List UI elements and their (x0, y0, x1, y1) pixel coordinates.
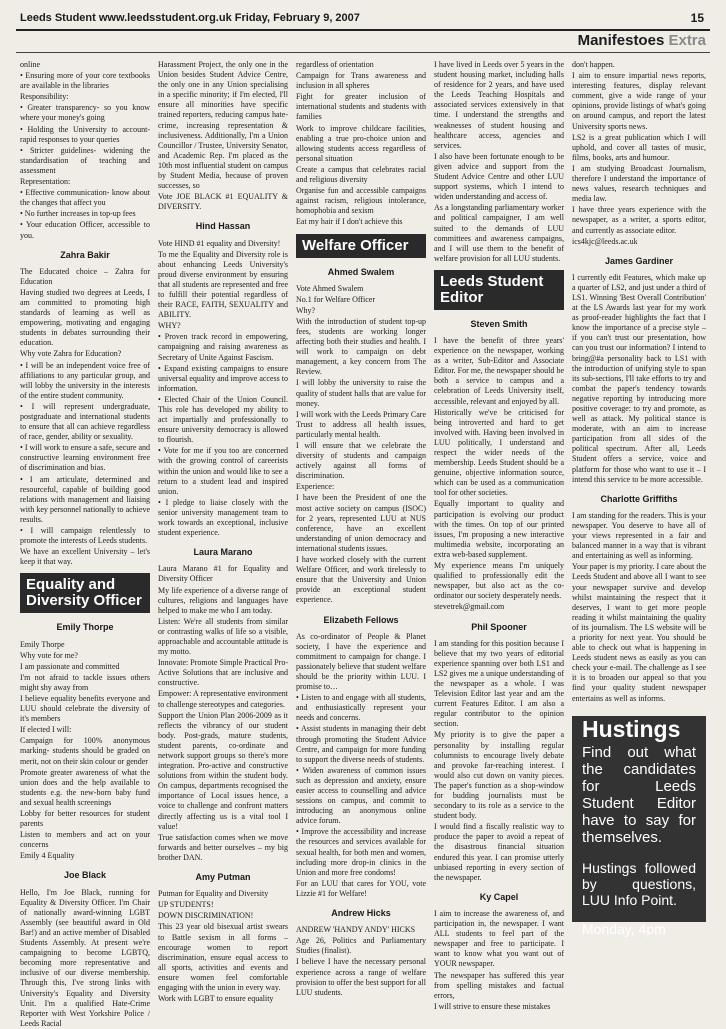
paragraph: • I will be an independent voice free of affiliations to any particular group, and will lobby the university in the interests of the entire student community. (20, 360, 150, 400)
paragraph: I am passionate and committed (20, 661, 120, 671)
paragraph: Promote greater awareness of what the union does and the help available to students e.g. the new-born baby fund and sexual health screenings (20, 767, 150, 807)
paper-name: Leeds Student (20, 12, 96, 24)
paragraph: We have an excellent University – let's keep it that way. (20, 547, 150, 567)
candidate-text (158, 564, 288, 863)
paragraph: I currently edit Features, which make up a quarter of LS2, and just under a third of LS1. Winning 'Best Overall Contribution' at the LS Awards last year for my work as proof-reader highlights the fact that I know the importance of a precise style – if you can't trust our presentation, how can you trust our information? I intend to bring@#a personality back to LS1 with the introduction of unifying style to span its sub-sections, I'll take efforts to try and combat the paper's tendency towards negative reporting by introducing more positive coverage: to try and promote, as well as attack. My political stance is moderate, with an aim to increase participation from all sides of the political spectrum. After all, Leeds Student offers a service, voice and platform for those who want to use it – I intend this service to be more accessible. (572, 272, 706, 484)
candidate-text (296, 925, 426, 998)
paragraph: • I will represent undergraduate, postgraduate and international students to ensure that all can achieve regardless of race, gender, ability or sexuality. (20, 401, 150, 442)
paragraph: With the introduction of student top-up fees, students are working longer affecting both their studies and health. I will work to campaign on debt management, a key concern from The Review. (296, 316, 426, 377)
paragraph: • I will work to ensure a safe, secure and constructive learning environment free of discrimination and bias. (20, 443, 150, 473)
candidate-name: James Gardiner (604, 255, 674, 266)
hustings-advert (572, 715, 706, 937)
paragraph: ANDREW 'HANDY ANDY' HICKS (296, 925, 416, 935)
page-header (8, 8, 718, 28)
candidate-text (572, 273, 706, 485)
newspaper-page (8, 8, 718, 1028)
paragraph: • Stricter guidelines- widening the standardisation of teaching and assessment (20, 145, 150, 175)
paragraph: As co-ordinator of People & Planet society, I have the experience and commitment to campaign for change. I passionately believe that student welfare should be the priority within LUU. I promise to… (296, 631, 426, 692)
paragraph: I aim to increase the awareness of, and participation in, the newspaper. I want ALL students to feel part of the newspaper and free to participate. I want to know what you want out of YOUR newspaper. (434, 908, 564, 969)
paragraph: I am standing for this position because I believe that my two years of editorial experience spanning over both LS1 and LS2 gives me a unique understanding of the newspaper as a whole. I was Television Editor last year and am the current Features Editor. I am also a regular contributor to the opinion section. (434, 638, 564, 729)
paragraph: Responsibility: (20, 92, 69, 102)
candidate-name: Emily Thorpe (56, 622, 114, 633)
paragraph: don't happen. (572, 60, 615, 69)
candidate-name: Phil Spooner (471, 621, 527, 632)
paragraph: I have worked closely with the current Welfare Officer, and work tirelessly to ensure that the University and Union provide an exceptional student experience. (296, 555, 426, 605)
paragraph: ics4kjc@leeds.ac.uk (572, 236, 638, 246)
candidate-text (20, 888, 150, 1029)
paragraph: I am studying Broadcast Journalism, therefore I understand the importance of news values, research techniques and media law. (572, 163, 706, 204)
paragraph: Experience: (296, 482, 335, 492)
candidate-name: Laura Marano (193, 547, 253, 558)
paragraph: I am standing for the readers. This is your newspaper. You deserve to have all of your views represented in a fair and balanced manner in a way that is vibrant and entertaining as well as informing. (572, 510, 706, 561)
paragraph: • Greater transparency- so you know where your money's going (20, 103, 150, 123)
paragraph: Listen: We're all students from similar or contrasting walks of life so a visible, approachable and accountable attitude is my motto. (158, 616, 288, 657)
paragraph: • Proven track record in empowering, campaigning and raising awareness as Secretary of Unite Against Fascism. (158, 332, 288, 362)
paragraph: Listen to members and act on your concerns (20, 830, 150, 850)
paragraph: Your paper is my priority. I care about the Leeds Student and above all I want to see your newspaper survive and develop whilst maintaining the respect that it deserves, I want to get more people reading it whilst maintaining the quality of its journalism. The LS website will be a priority for next year. You should be able to check out what is happening in Leeds student news as easily as you can check your e-mail. The challenge as I see it is to broaden our appeal so that you find your quality student newspaper entertains as well as informs. (572, 562, 706, 703)
paragraph: Fight for greater inclusion of international students and students with families (296, 92, 426, 122)
section-title (578, 32, 706, 49)
candidate-name: Charlotte Griffiths (600, 493, 678, 504)
paragraph: To me the Equality and Diversity role is about enhancing Leeds University's proud diverse environment by ensuring that all students are represented and free to fulfill their potential regardless of their RACE, FAITH, SEXUALITY and ABILITY. (158, 249, 288, 320)
paragraph: I'm not afraid to tackle issues others might shy away from (20, 672, 150, 692)
paragraph: Vote JOE BLACK #1 EQUALITY & DIVERSITY. (158, 192, 288, 212)
column-3 (296, 60, 426, 997)
column-1 (20, 60, 150, 1028)
paragraph: This 23 year old bisexual artist swears to Battle sexism in all forms – encourage women to report discrimination, ensure equal access to all sports, activities and events and ensure women feel comfortable engaging with the union in every way. (158, 922, 288, 992)
candidate-text (434, 336, 564, 613)
candidate-name: Elizabeth Fellows (323, 614, 399, 625)
paragraph: Vote Ahmed Swalem (296, 283, 364, 293)
paragraph: I would find a fiscally realistic way to produce the paper to avoid a repeat of the disastrous financial situation endured this year. I can promise utterly unbiased reporting in every section of the newspaper. (434, 822, 564, 882)
candidate-text (158, 889, 288, 1004)
paragraph: • Your education Officer, accessible to you. (20, 220, 150, 240)
paragraph: I will work with the Leeds Primary Care Trust to address all health issues, particularly mental health. (296, 409, 426, 439)
paragraph: Why vote for me? (20, 650, 78, 660)
paragraph: Emily Thorpe (20, 639, 65, 649)
candidate-name: Joe Black (63, 870, 107, 881)
paragraph: The newspaper has suffered this year from spelling mistakes and factual errors, (434, 970, 564, 1000)
paragraph: Support the Union Plan 2006-2009 as it reflects the vibrancy of our student body. Post-grads, mature students, student parents, co-ordinate and network support groups so there's more integration. Pro-active and constructive solutions from within the student body. On campus, departments recognised the importance of Local issues hence, a voice to challenge and confront matters directly affecting us is a vital tool I value! (158, 710, 288, 831)
candidate-name: Andrew Hicks (331, 908, 391, 919)
column-4 (434, 60, 564, 1011)
paragraph: • Vote for me if you too are concerned with the growing control of careerists within the union and would like to see a return to a student lead and inspired union. (158, 446, 288, 496)
section-name: Manifestoes (577, 32, 665, 49)
candidate-text (296, 632, 426, 899)
paragraph: For an LUU that cares for YOU, vote Lizzie #1 for Welfare! (296, 878, 426, 898)
advert-title: Hustings (582, 715, 681, 742)
paragraph: If elected I will: (20, 725, 72, 735)
paragraph: I have the benefit of three years' experience on the newspaper, working as a writer, Sub-Editor and Associate Editor. For me, the newspaper should be both a service to campus and a celebration of Leeds University itself, accessible, relevant and enjoyed by all. (434, 335, 564, 406)
candidate-text (158, 239, 288, 539)
paragraph: Eat my hair if I don't achieve this (296, 217, 403, 227)
paragraph: UP STUDENTS! (158, 900, 214, 910)
paragraph: Why? (296, 305, 316, 315)
paragraph: Work to improve childcare facilities, enabling a true pro-choice union and allowing students access regardless of personal situation (296, 123, 426, 163)
paragraph: • Effective communication- know about the changes that affect you (20, 188, 150, 208)
paragraph: • Holding the University to account- rapid responses to your queries (20, 124, 150, 144)
advert-details: Hustings followed by questions, LUU Info Point. (582, 859, 696, 908)
candidate-name: Steven Smith (470, 318, 528, 329)
paragraph: Why vote Zahra for Education? (20, 349, 122, 359)
paragraph: DOWN DISCRIMINATION! (158, 911, 254, 921)
paragraph: Vote HIND #1 equality and Diversity! (158, 238, 281, 248)
paragraph: Representation: (20, 177, 71, 187)
candidate-text (20, 640, 150, 862)
intro-text (572, 60, 706, 247)
paragraph: Create a campus that celebrates racial and religious diversity (296, 164, 426, 185)
paragraph: Hello, I'm Joe Black, running for Equality & Diversity Officer. I'm Chair of nationally award-winning LGBT Assembly (see beautiful award in Old Bar!) and an active member of Disabled Students Assembly. At present we're campaigning to become LGBTQ, becoming more representative and inclusive of our diverse membership. Through this, I've strong links with University's Equality and Diversity Unit. I'm a qualified Hate-Crime Reporter with West Yorkshire Police / Leeds Racial (20, 887, 150, 1028)
paragraph: • Widen awareness of common issues such as depression and anxiety, ensure easier access to counselling and advice sessions on campus, and commit to introducing an anonymous online advice forum. (296, 765, 426, 826)
candidate-name: Hind Hassan (195, 221, 251, 232)
paragraph: I also have been fortunate enough to be given advice and support from the Student Advice Centre and other LUU support systems, which I intend to widen understanding and access of. (434, 151, 564, 202)
page-number: 15 (690, 11, 704, 25)
candidate-text (572, 511, 706, 704)
paragraph: • Expand existing campaigns to ensure universal equality and improve access to information. (158, 363, 288, 393)
column-2 (158, 60, 288, 1004)
candidate-name: Ky Capel (479, 891, 519, 902)
position-banner: Welfare Officer (296, 234, 426, 258)
section-rule (16, 52, 710, 53)
paragraph: regardless of orientation (296, 60, 374, 69)
paragraph: No.1 for Welfare Officer (296, 294, 376, 304)
column-5 (572, 60, 706, 937)
paragraph: Age 26, Politics and Parliamentary Studies (finalist). (296, 936, 426, 956)
paragraph: Organise fun and accessible campaigns against racism, religious intolerance, homophobia and sexism (296, 186, 426, 216)
paragraph: I will lobby the university to raise the quality of student halls that are value for money. (296, 378, 426, 408)
intro-text (296, 60, 426, 228)
candidate-text (434, 639, 564, 883)
paragraph: I have been the President of one the most active society on campus (ISOC) for 2 years, represented LUU at NUS conference, have an excellent understanding of union democracy and international students issues. (296, 493, 426, 553)
paragraph: • Listen to and engage with all students, and enthusiastically represent your needs and concerns. (296, 693, 426, 723)
candidate-name: Amy Putman (195, 872, 251, 883)
paragraph: • Improve the accessibility and increase the resources and services available for sexual health, for both men and women, including more drop-in clinics in the Union and more free condoms! (296, 827, 426, 877)
paragraph: My priority is to give the paper a personality by installing regular columnists to encourage lively debate and provoke far-reaching interest. I would also cut down on vanity pieces. The paper's function as a shop-window for budding journalists must be secondary to its role as a service to the student body. (434, 730, 564, 821)
paragraph: My experience means I'm uniquely qualified to professionally edit the newspaper, but also act as the co-ordinator our society desperately needs. (434, 561, 564, 601)
paragraph: Empower: A representative environment to challenge stereotypes and categories. (158, 689, 288, 709)
paragraph: Campaign for 100% anonymous marking- students should be graded on merit, not on their skin colour or gender (20, 736, 150, 766)
candidate-name: Zahra Bakir (60, 249, 110, 260)
paragraph: Putman for Equality and Diversity (158, 889, 269, 899)
paragraph: The Educated choice – Zahra for Education (20, 266, 150, 286)
paragraph: WHY? (158, 321, 181, 331)
advert-body: Find out what the candidates for Leeds Student Editor have to say for themselves. (582, 743, 696, 846)
paragraph: • I will campaign relentlessly to promote the interests of Leeds students. (20, 526, 150, 546)
paragraph: Having studied two degrees at Leeds, I am committed to promoting high standards of learning as well as empowering, motivating and engaging students in debates surrounding their education. (20, 287, 150, 348)
paragraph: I have lived in Leeds over 5 years in the student housing market, including halls of residence for 2 years, and have used the Leeds Teaching Hospitals and associated services extensively in that time. I understand the strengths and weaknesses of student housing and healthcare access, agencies and services. (434, 60, 564, 150)
candidate-text (434, 909, 564, 1012)
paragraph: Harassment Project, the only one in the Union besides Student Advice Centre, the only one in any Union specialising in a specific minority; if I'm elected, I'll ensure all minorities have specific trained reporters, reducing campus hate-crime, increasing representation & inclusiveness. Additionally, I'm a Union Councillor / Trustee, University Senator, and Academic Rep. I'm placed as the 10th most influential student on campus by Student Media, because of proven successes, so (158, 60, 288, 191)
position-banner: Equality and Diversity Officer (20, 573, 150, 613)
paragraph: Campaign for Trans awareness and inclusion in all spheres (296, 71, 426, 91)
candidate-text (296, 284, 426, 606)
paragraph: I will ensure that we celebrate the diversity of students and campaign actively against all forms of discrimination. (296, 441, 426, 481)
paragraph: Work with LGBT to ensure equality (158, 994, 274, 1004)
paragraph: I have three years experience with the newspaper, as a writer, a sports editor, and currently as associate editor. (572, 205, 706, 235)
paragraph: • I am articulate, determined and resourceful, capable of building good relations with management and liaising with key personnel nationally to achieve results. (20, 474, 150, 524)
paragraph: • I pledge to liaise closely with the senior university management team to work towards an exceptional, inclusive student experience. (158, 497, 288, 538)
position-banner: Leeds Student Editor (434, 270, 564, 310)
intro-text (434, 60, 564, 264)
paragraph: I aim to ensure impartial news reports, interesting features, display relevant comment, give a wide range of your opinions, provide listings of what's going on around campus, and report the latest University sports news. (572, 71, 706, 131)
paragraph: As a longstanding parliamentary worker and political campaigner, I am well suited to the demands of LUU committees and awareness campaigns, and I will use them to the benefit of welfare provision for all LUU students. (434, 203, 564, 263)
paragraph: • No further increases in top-up fees (20, 209, 136, 219)
paragraph: My life experience of a diverse range of cultures, religions and languages have helped to make me who I am today. (158, 585, 288, 615)
paragraph: • Assist students in managing their debt through promoting the Student Advice Centre, and campaign for more funding to support the diverse needs of students. (296, 724, 426, 764)
intro-text (20, 60, 150, 241)
candidate-name: Ahmed Swalem (327, 266, 395, 277)
section-extra: Extra (668, 32, 706, 49)
paragraph: Laura Marano #1 for Equality and Diversity Officer (158, 564, 288, 584)
issue-date: Friday, February 9, 2007 (234, 12, 360, 24)
paragraph: I believe equality benefits everyone and LUU should celebrate the diversity of it's members (20, 693, 150, 724)
advert-time: Monday, 4pm (582, 920, 666, 937)
paragraph: Innovate: Promote Simple Practical Pro-Active Solutions that are inclusive and constructive. (158, 658, 288, 688)
paragraph: • Ensuring more of your core textbooks are available in the libraries (20, 71, 150, 91)
paragraph: I believe I have the necessary personal experience across a range of welfare provision to offer the best support for all LUU students. (296, 957, 426, 997)
candidate-text (20, 267, 150, 568)
paragraph: Equally important to quality and participation is evolving our product with the times. On top of our printed issues, I'm proposing a new interactive multimedia website, incorporating an extra web-based supplement. (434, 499, 564, 559)
paragraph: • Elected Chair of the Union Council. This role has developed my ability to act impartially and professionally to ensure university democracy is allowed to flourish. (158, 394, 288, 445)
paragraph: Historically we've be criticised for being introverted and hard to get involved with. Having been involved in LUU politically, I understand and respect the wider needs of the membership. Leeds Student should be a genuine, objective information source, which can be used as a communication tool for other societies. (434, 407, 564, 498)
paragraph: True satisfaction comes when we move forwards and better ourselves – my big brother DAN. (158, 832, 288, 862)
header-rule (16, 29, 710, 31)
paragraph: LS2 is a great publication which I will uphold, and cover all tastes of music, films, books, arts and humour. (572, 132, 706, 162)
paragraph: I will strive to ensure these mistakes (434, 1001, 551, 1011)
intro-text (158, 60, 288, 212)
paragraph: Emily 4 Equality (20, 851, 75, 861)
paragraph: stevetrek@gmail.com (434, 602, 505, 612)
paragraph: online (20, 60, 40, 69)
paper-url: www.leedsstudent.org.uk (98, 12, 232, 24)
paragraph: Lobby for better resources for student parents (20, 809, 150, 829)
